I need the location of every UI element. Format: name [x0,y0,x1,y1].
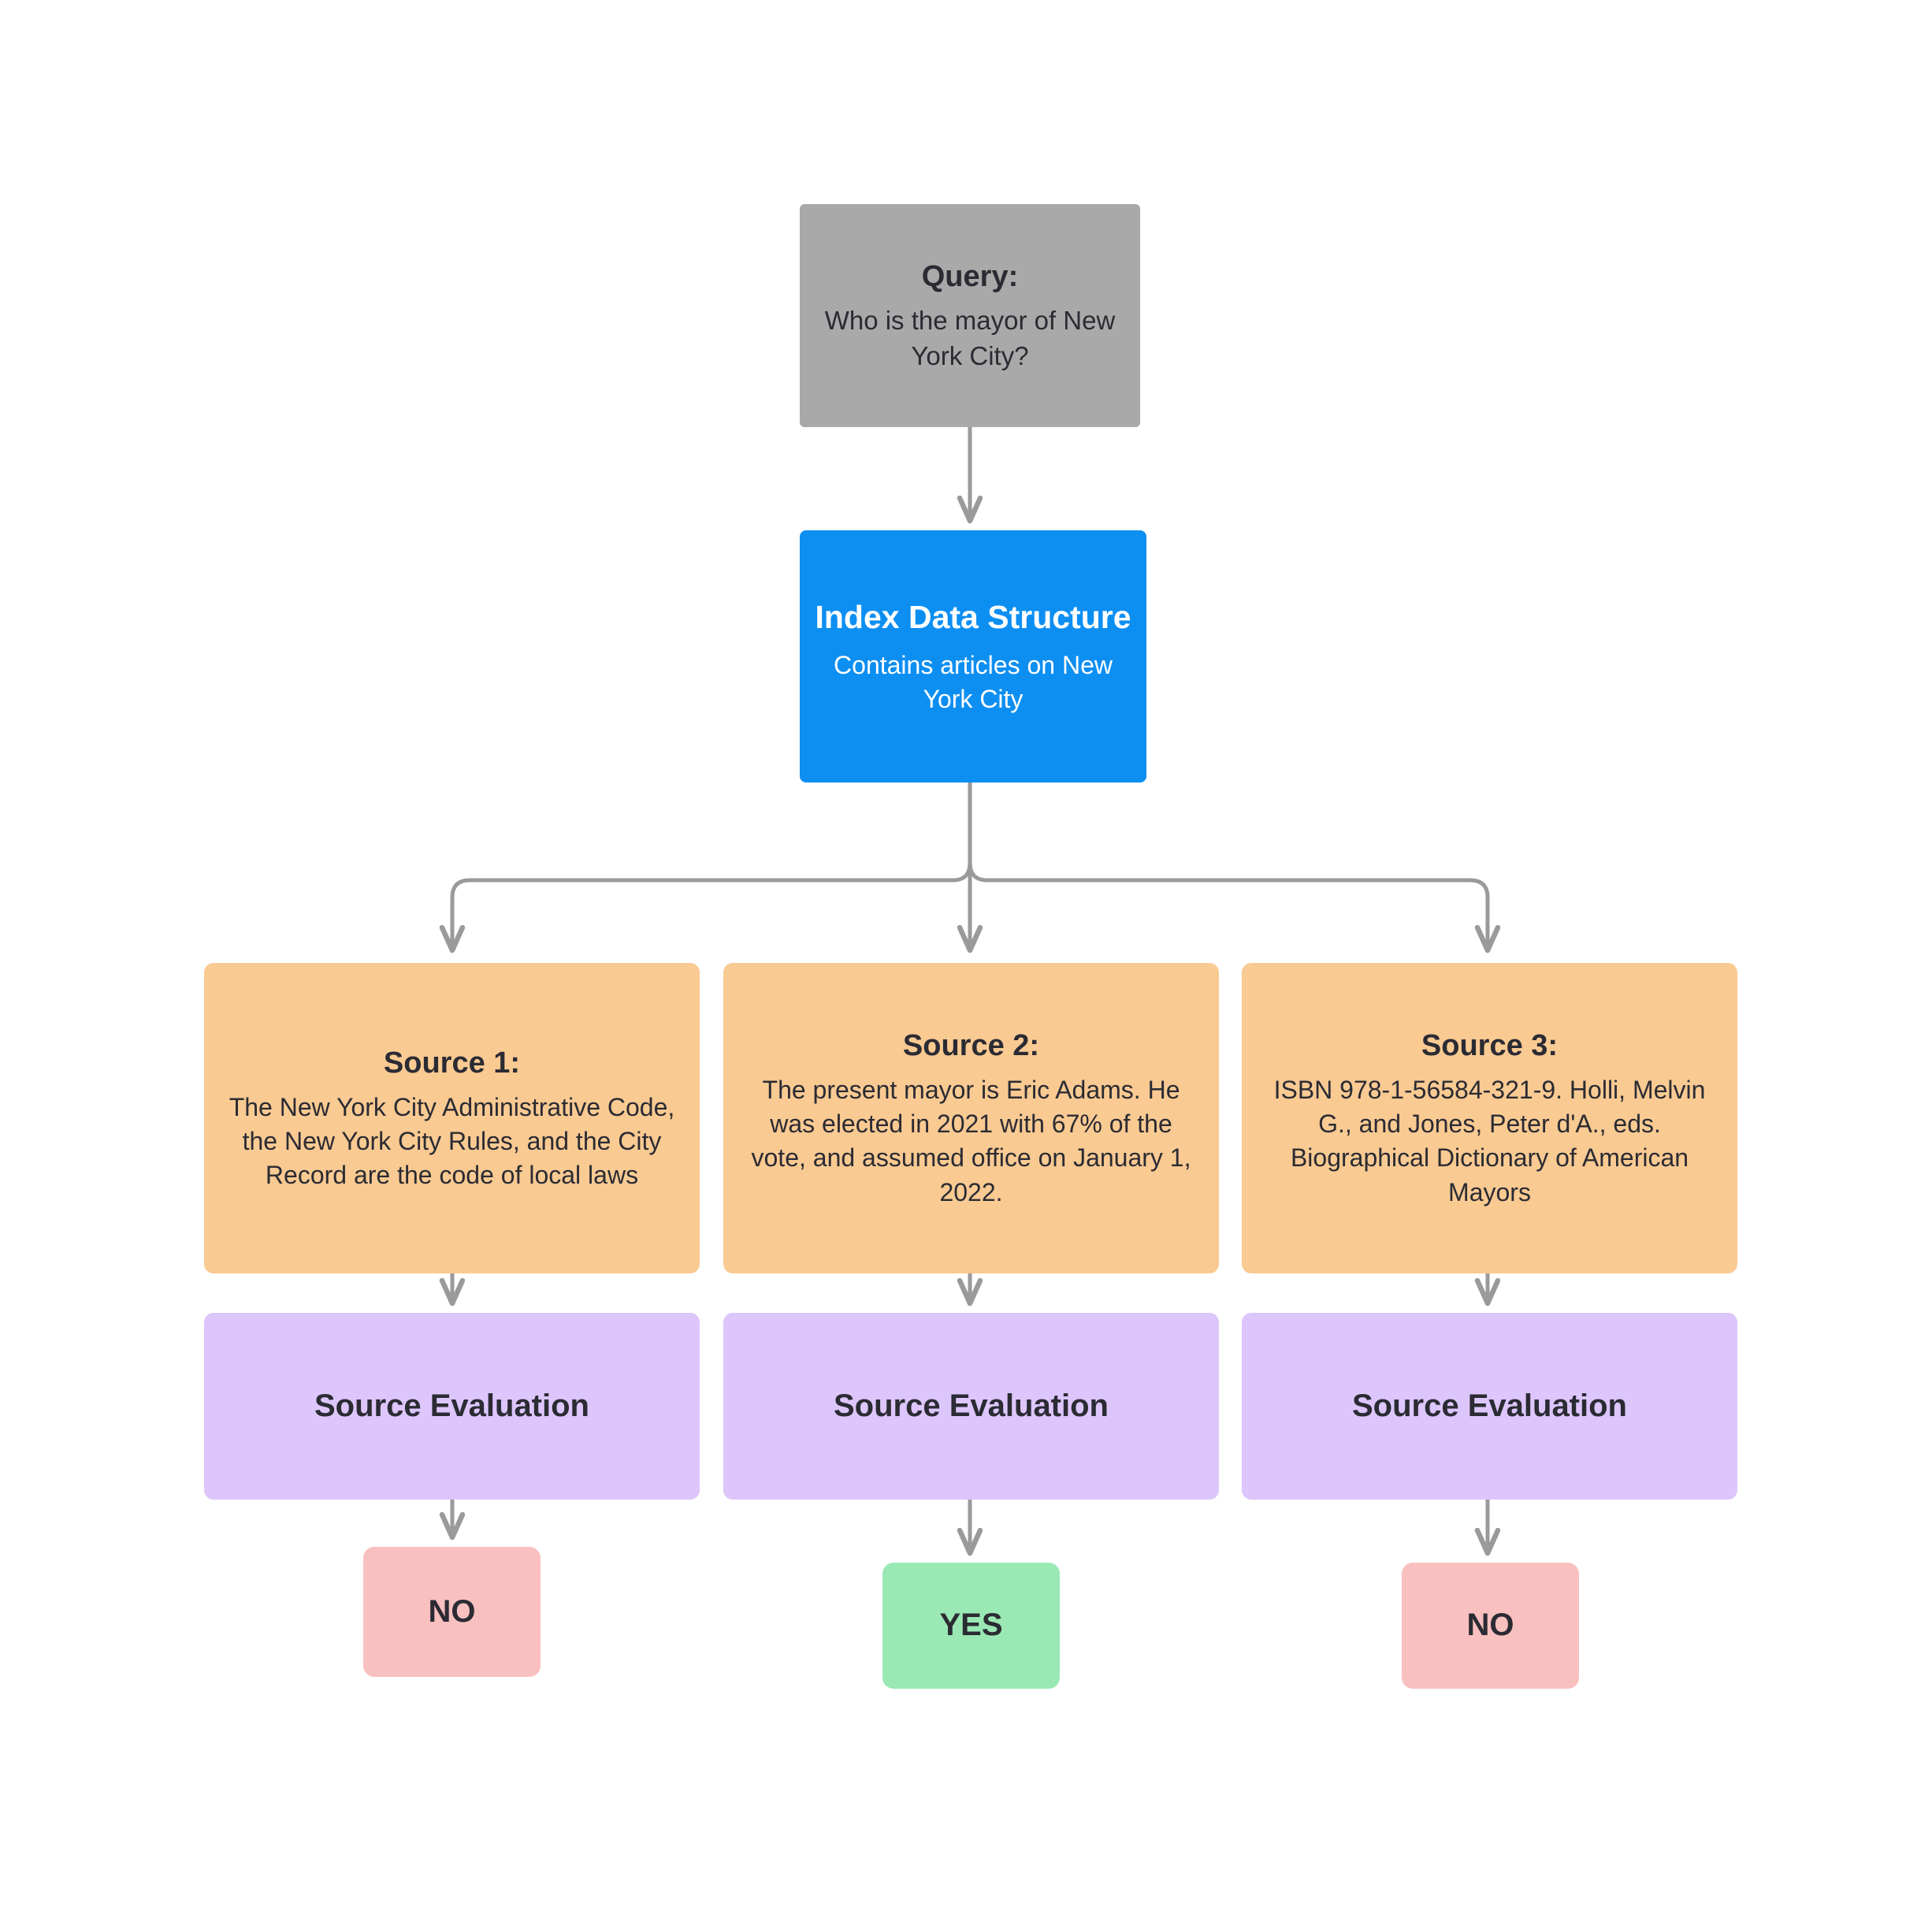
node-source-1-body: The New York City Administrative Code, the New York City Rules, and the City Record are the code of local laws [228,1092,675,1189]
node-query-title: Query: [921,259,1019,293]
node-index-title: Index Data Structure [815,598,1131,635]
node-source-2-body: The present mayor is Eric Adams. He was elected in 2021 with 67% of the vote, and assumed office on January 1, 2022. [751,1075,1191,1206]
node-source-evaluation-1[interactable] [204,1313,700,1500]
node-source-evaluation-1-title: Source Evaluation [314,1388,589,1423]
node-source-evaluation-2-title: Source Evaluation [834,1388,1109,1423]
node-verdict-1[interactable] [363,1547,541,1677]
node-verdict-2[interactable] [882,1563,1060,1689]
node-index-data-structure[interactable] [800,530,1146,783]
node-source-3[interactable] [1242,963,1737,1273]
node-verdict-2-label: YES [939,1608,1003,1643]
node-source-3-body: ISBN 978-1-56584-321-9. Holli, Melvin G., and Jones, Peter d'A., eds. Biographical Dictionary of American Mayors [1273,1075,1706,1206]
node-index-body: Contains articles on New York City [834,651,1113,714]
node-query-body: Who is the mayor of New York City? [824,306,1116,370]
node-source-evaluation-2[interactable] [723,1313,1219,1500]
node-source-1-title: Source 1: [383,1046,521,1080]
node-verdict-3[interactable] [1402,1563,1579,1689]
node-source-3-title: Source 3: [1421,1029,1559,1063]
node-query[interactable] [800,204,1140,427]
node-source-evaluation-3-title: Source Evaluation [1352,1388,1627,1423]
node-verdict-3-label: NO [1466,1608,1514,1643]
node-verdict-1-label: NO [428,1593,476,1629]
node-source-2[interactable] [723,963,1219,1273]
node-source-1[interactable] [204,963,700,1273]
node-source-evaluation-3[interactable] [1242,1313,1737,1500]
node-source-2-title: Source 2: [902,1029,1040,1063]
